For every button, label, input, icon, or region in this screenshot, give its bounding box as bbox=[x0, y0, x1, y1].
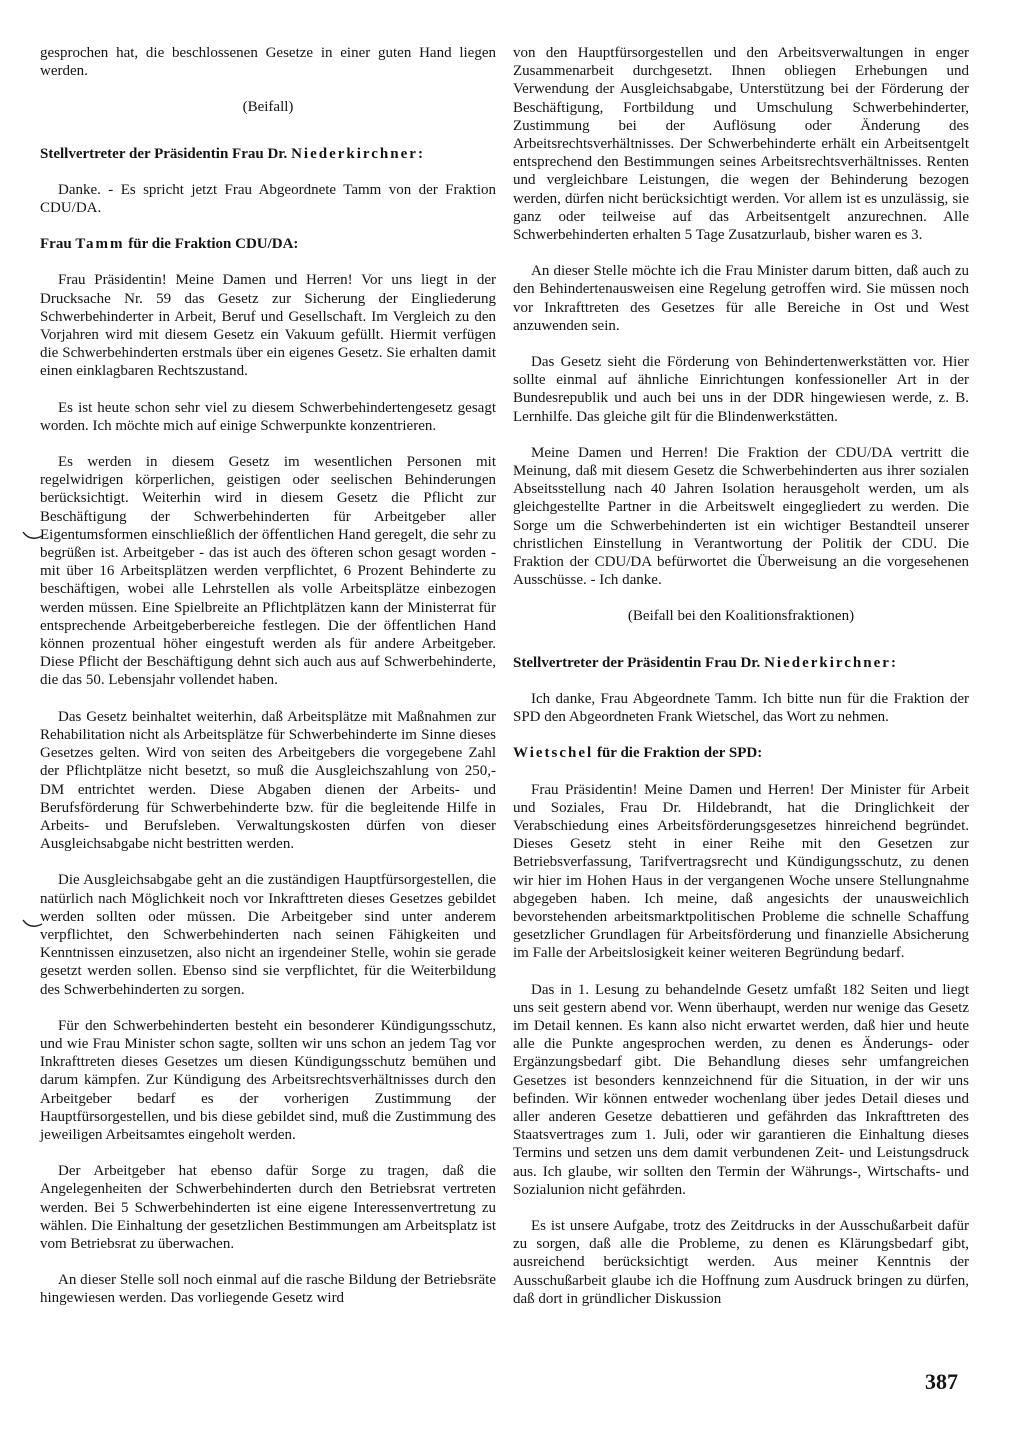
paragraph: An dieser Stelle soll noch einmal auf die rasche Bildung der Betriebsräte hingewiesen werden. Das vorliegende Gesetz wird bbox=[40, 1272, 496, 1307]
speaker-heading bbox=[513, 654, 969, 672]
paragraph: Der Arbeitgeber hat ebenso dafür Sorge zu tragen, daß die Angelegenheiten der Schwerbehinderten durch den Betriebsrat vertreten werden. Bei 5 Schwerbehinderten ist eine eigene Interessenvertretung zu wählen. Die Einhaltung der gesetzlichen Bestimmungen am Arbeitsplatz ist vom Betriebsrat zu überwachen. bbox=[40, 1163, 496, 1252]
right-column bbox=[513, 44, 969, 1326]
speaker-name: Niederkirchner bbox=[291, 145, 418, 162]
paragraph: Das in 1. Lesung zu behandelnde Gesetz umfaßt 182 Seiten und liegt uns seit gestern abend vor. Wenn überhaupt, werden nur wenige das Gesetz im Detail kennen. Es kann also nicht erwartet werden, daß hier und heute alle die Punkte angesprochen werden, zu denen es Änderungs- oder Ergänzungsbedarf gibt. Die Behandlung dieses sehr umfangreichen Gesetzes ist besonders kennzeichnend für die Situation, in der wir uns befinden. Wir können entweder wochenlang über jedes Detail dieses und aller anderen Gesetze debattieren und gefährden das Inkrafttreten des Staatsvertrages zum 1. Juli, oder wir garantieren die Einhaltung dieses Termins und setzen uns dem damit verbundenen Zeit- und Leistungsdruck aus. Ich glaube, wir sollten den Termin der Währungs-, Wirtschafts- und Sozialunion nicht gefährden. bbox=[513, 981, 969, 1198]
paragraph: An dieser Stelle möchte ich die Frau Minister darum bitten, daß auch zu den Behindertenausweisen eine Regelung getroffen wird. Sie müssen noch vor Inkrafttreten des Gesetzes für alle Bereiche in Ost und West anzuwenden sein. bbox=[513, 263, 969, 334]
speaker-prefix: Stellvertreter der Präsidentin Frau Dr. bbox=[40, 145, 292, 162]
speaker-suffix: für die Fraktion der SPD: bbox=[593, 745, 763, 762]
page-number: 387 bbox=[925, 1369, 958, 1394]
paragraph: Ich danke, Frau Abgeordnete Tamm. Ich bitte nun für die Fraktion der SPD den Abgeordneten Frank Wietschel, das Wort zu nehmen. bbox=[513, 690, 969, 726]
speaker-heading bbox=[40, 235, 496, 253]
applause-note: (Beifall bei den Koalitionsfraktionen) bbox=[627, 608, 855, 625]
paragraph: Meine Damen und Herren! Die Fraktion der CDU/DA vertritt die Meinung, daß mit diesem Gesetz die Schwerbehinderten aus ihrer sozialen Abseitsstellung nach 40 Jahren Isolation herausgeholt werden, um als gleichgestellte Partner in die Arbeitswelt eingegliedert zu werden. Die Sorge um die Schwerbehinderten ist ein wichtiger Bestandteil unserer christlichen Einstellung in Verantwortung der Politik der CDU. Die Fraktion der CDU/DA befürwortet die Überweisung an die vorgesehenen Ausschüsse. - Ich danke. bbox=[513, 444, 969, 589]
paragraph: von den Hauptfürsorgestellen und den Arbeitsverwaltungen in enger Zusammenarbeit durchgesetzt. Ihnen obliegen Erhebungen und Verwendung der Ausgleichsabgabe, Unterstützung bei der Förderung der Beschäftigung, Fortbildung und Umschulung Schwerbehinderter, Zustimmung bei der Auflösung oder Änderung des Arbeitsrechtsverhältnisses. Der Schwerbehinderte erhält ein Arbeitsentgelt entsprechend den Bestimmungen seines Arbeitsrechtsverhältnisses. Renten und vergleichbare Leistungen, die wegen der Behinderung bezogen werden, dürfen nicht berücksichtigt werden. Vor allem ist es unzulässig, sie ganz oder teilweise auf das Arbeitsentgelt anzurechnen. Alle Schwerbehinderten erhalten 5 Tage Zusatzurlaub, bisher waren es 3. bbox=[513, 45, 969, 244]
speaker-name: Tamm bbox=[75, 236, 125, 253]
margin-mark bbox=[22, 530, 44, 542]
paragraph: gesprochen hat, die beschlossenen Gesetze in einer guten Hand liegen werden. bbox=[40, 45, 496, 80]
speaker-prefix: Frau bbox=[40, 236, 76, 253]
speaker-name: Niederkirchner bbox=[764, 654, 891, 671]
paragraph: Es ist heute schon sehr viel zu diesem Schwerbehindertengesetz gesagt worden. Ich möchte mich auf einige Schwerpunkte konzentrieren. bbox=[40, 399, 496, 434]
paragraph: Das Gesetz sieht die Förderung von Behindertenwerkstätten vor. Hier sollte einmal auf ähnliche Einrichtungen konfessioneller Art in der Bundesrepublik und auch bei uns in der DDR hingewiesen werde, z. B. Lernhilfe. Das gleiche gilt für die Blindenwerkstätten. bbox=[513, 354, 969, 425]
applause-note: (Beifall) bbox=[242, 99, 294, 116]
paragraph: Frau Präsidentin! Meine Damen und Herren! Der Minister für Arbeit und Soziales, Frau Dr. Hildebrandt, hat die Dringlichkeit der Verabschiedung eines Arbeitsförderungsgesetzes hinreichend begründet. Dieses Gesetz steht in einer Reihe mit den Gesetzen zur Betriebsverfassung, Tarifvertragsrecht und Kündigungsschutz, zu denen wir hier im Hohen Haus in der vergangenen Woche unsere Stellungnahme abgegeben haben. Ich meine, daß angesichts der unausweichlich bevorstehenden arbeitsmarktpolitischen Probleme die schnelle Schaffung gesetzlicher Grundlagen für Arbeitsförderung und finanzielle Absicherung im Falle der Arbeitslosigkeit keiner weiteren Begründung bedarf. bbox=[513, 781, 969, 962]
left-column bbox=[40, 44, 496, 1326]
speaker-heading bbox=[513, 744, 969, 762]
speaker-heading bbox=[40, 145, 496, 163]
speaker-suffix: für die Fraktion CDU/DA: bbox=[124, 236, 299, 253]
paragraph: Die Ausgleichsabgabe geht an die zuständigen Hauptfürsorgestellen, die natürlich nach Möglichkeit noch vor Inkrafttreten dieses Gesetzes gebildet werden sollten oder müssen. Die Arbeitgeber sind unter anderem verpflichtet, den Schwerbehinderten nach seinen Fähigkeiten und Kenntnissen einzusetzen, also nicht an irgendeiner Stelle, wohin sie gerade gesetzt werden sollen. Ebenso sind sie verpflichtet, für die Weiterbildung des Schwerbehinderten zu sorgen. bbox=[40, 872, 496, 998]
paragraph: Es werden in diesem Gesetz im wesentlichen Personen mit regelwidrigen körperlichen, geistigen oder seelischen Behinderungen berücksichtigt. Weiterhin wird in diesem Gesetz die Pflicht zur Beschäftigung der Schwerbehinderten für Arbeitgeber aller Eigentumsformen einschließlich der öffentlichen Hand geregelt, die sehr zu begrüßen ist. Arbeitgeber - das ist auch des öfteren schon gesagt worden - mit über 16 Arbeitsplätzen werden verpflichtet, 6 Prozent Behinderte zu beschäftigen, wobei alle Lehrstellen als volle Arbeitsplätze einbezogen werden müssen. Eine Spielbreite an Pflichtplätzen kann der Ministerrat für entsprechende Arbeitgeberbereiche festlegen. Die der öffentlichen Hand können prozentual höher eingestuft werden als für andere Arbeitgeber. Diese Pflicht der Beschäftigung dehnt sich auch aus auf Schwerbehinderte, die das 50. Lebensjahr vollendet haben. bbox=[40, 454, 496, 689]
paragraph: Frau Präsidentin! Meine Damen und Herren! Vor uns liegt in der Drucksache Nr. 59 das Gesetz zur Sicherung der Eingliederung Schwerbehinderter in Arbeit, Beruf und Gesellschaft. Im Vergleich zu den Vorjahren wird mit diesem Gesetz ein Vakuum gefüllt. Hiermit verfügen die Schwerbehinderten erstmals über ein eigenes Gesetz. Sie erhalten damit einen einklagbaren Rechtszustand. bbox=[40, 272, 496, 380]
speaker-prefix: Stellvertreter der Präsidentin Frau Dr. bbox=[513, 654, 765, 671]
speaker-suffix: : bbox=[417, 145, 423, 162]
paragraph: Danke. - Es spricht jetzt Frau Abgeordnete Tamm von der Fraktion CDU/DA. bbox=[40, 181, 496, 217]
speaker-name: Wietschel bbox=[513, 745, 594, 762]
paragraph: Es ist unsere Aufgabe, trotz des Zeitdrucks in der Ausschußarbeit dafür zu sorgen, daß alle die Probleme, zu denen es Klärungsbedarf gibt, ausreichend berücksichtigt werden. Aus meiner Kenntnis der Ausschußarbeit glaube ich die Hoffnung zum Ausdruck bringen zu dürfen, daß dort in gründlicher Diskussion bbox=[513, 1217, 969, 1307]
paragraph: Das Gesetz beinhaltet weiterhin, daß Arbeitsplätze mit Maßnahmen zur Rehabilitation nicht als Arbeitsplätze für Schwerbehinderte im Sinne dieses Gesetzes gelten. Wird von seiten des Arbeitgebers die vorgegebene Zahl der Pflichtplätze nicht besetzt, so muß die Ausgleichszahlung von 250,- DM entrichtet werden. Diese Abgaben dienen der Arbeits- und Berufsförderung für Schwerbehinderte bzw. für die begleitende Hilfe in Arbeits- und Berufsleben. Verwaltungskosten dürfen von dieser Ausgleichsabgabe nicht bestritten werden. bbox=[40, 708, 496, 853]
speaker-suffix: : bbox=[890, 654, 896, 671]
margin-mark bbox=[22, 918, 44, 930]
paragraph: Für den Schwerbehinderten besteht ein besonderer Kündigungsschutz, und wie Frau Minister schon sagte, sollten wir uns schon an jedem Tag vor Inkrafttreten dieses Gesetzes um diesen Kündigungsschutz bemühen und darum kämpfen. Zur Kündigung des Arbeitsrechtsverhältnisses durch den Arbeitgeber bedarf es der vorherigen Zustimmung der Hauptfürsorgestellen, und bis diese gebildet sind, muß die Zustimmung des jeweiligen Arbeitsamtes eingeholt werden. bbox=[40, 1017, 496, 1143]
